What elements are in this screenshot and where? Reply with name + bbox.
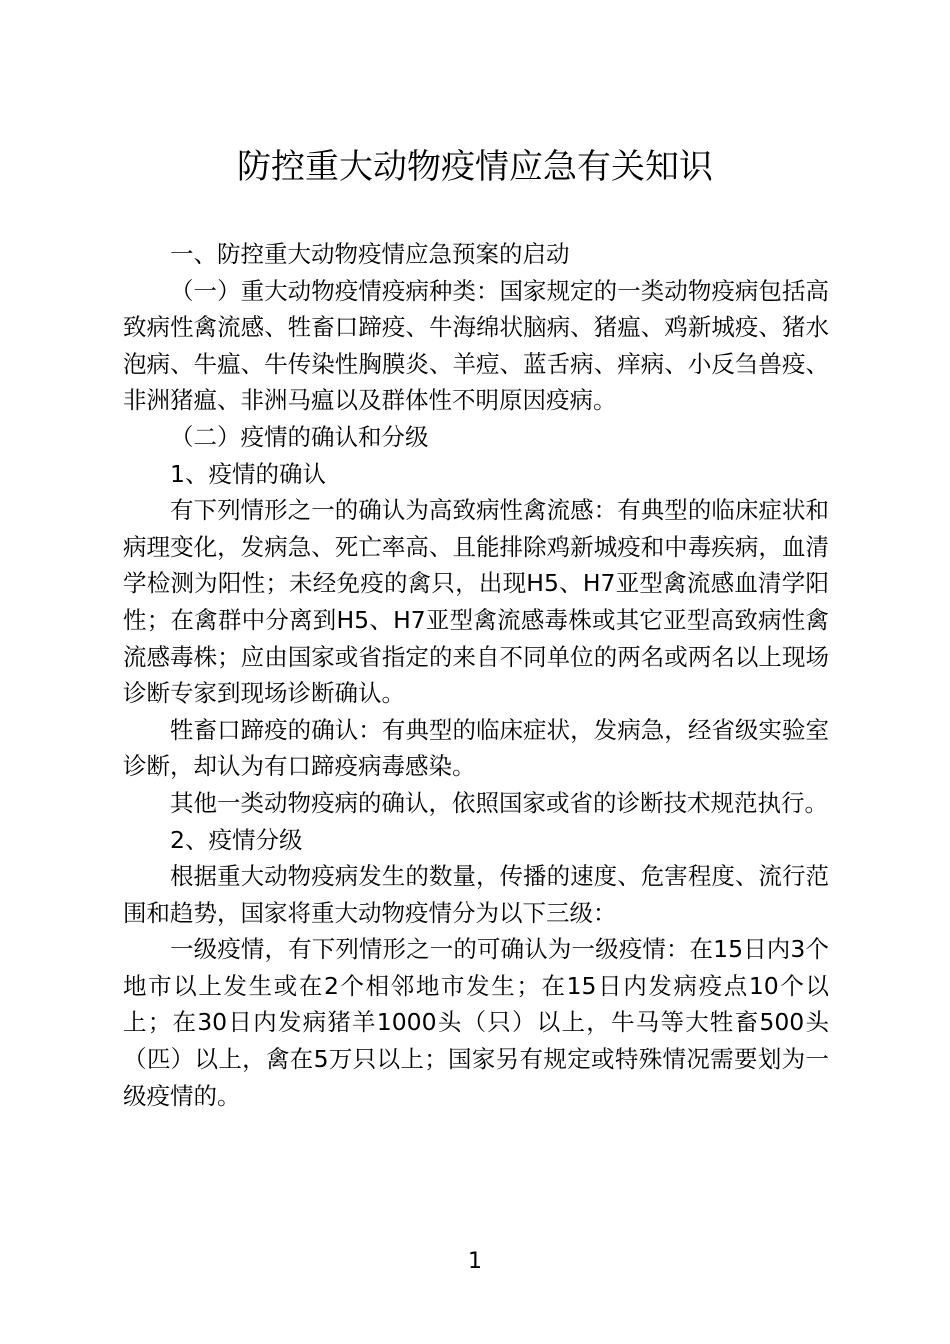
subsection-heading-2: （二）疫情的确认和分级 bbox=[170, 422, 429, 451]
item-heading-grading: 2、疫情分级 bbox=[170, 825, 303, 854]
item-heading-confirmation: 1、疫情的确认 bbox=[170, 459, 326, 488]
paragraph-disease-types: （一）重大动物疫情疫病种类：国家规定的一类动物疫病包括高致病性禽流感、牲畜口蹄疫、牛海绵状脑病、猪瘟、鸡新城疫、猪水泡病、牛瘟、牛传染性胸膜炎、羊痘、蓝舌病、痒病、小反刍兽疫、非洲猪瘟、非洲马瘟以及群体性不明原因疫病。 bbox=[123, 276, 829, 415]
paragraph-avian-influenza: 有下列情形之一的确认为高致病性禽流感：有典型的临床症状和病理变化，发病急、死亡率高、且能排除鸡新城疫和中毒疾病，血清学检测为阳性；未经免疫的禽只，出现H5、H7亚型禽流感血清学阳性；在禽群中分离到H5、H7亚型禽流感毒株或其它亚型高致病性禽流感毒株；应由国家或省指定的来自不同单位的两名或两名以上现场诊断专家到现场诊断确认。 bbox=[123, 496, 829, 708]
section-heading-1: 一、防控重大动物疫情应急预案的启动 bbox=[170, 240, 570, 268]
document-body bbox=[123, 236, 829, 1114]
paragraph-other-diseases: 其他一类动物疫病的确认，依照国家或省的诊断技术规范执行。 bbox=[170, 788, 828, 817]
document-title: 防控重大动物疫情应急有关知识 bbox=[237, 147, 713, 187]
paragraph-level-one: 一级疫情，有下列情形之一的可确认为一级疫情：在15日内3个地市以上发生或在2个相邻地市发生；在15日内发病疫点10个以上；在30日内发病猪羊1000头（只）以上，牛马等大牲畜500头（匹）以上，禽在5万只以上；国家另有规定或特殊情况需要划为一级疫情的。 bbox=[123, 935, 829, 1110]
paragraph-grading-basis: 根据重大动物疫病发生的数量，传播的速度、危害程度、流行范围和趋势，国家将重大动物疫情分为以下三级： bbox=[123, 862, 829, 927]
paragraph-foot-and-mouth: 牲畜口蹄疫的确认：有典型的临床症状，发病急，经省级实验室诊断，却认为有口蹄疫病毒感染。 bbox=[123, 715, 829, 781]
page-number: 1 bbox=[468, 1249, 482, 1274]
